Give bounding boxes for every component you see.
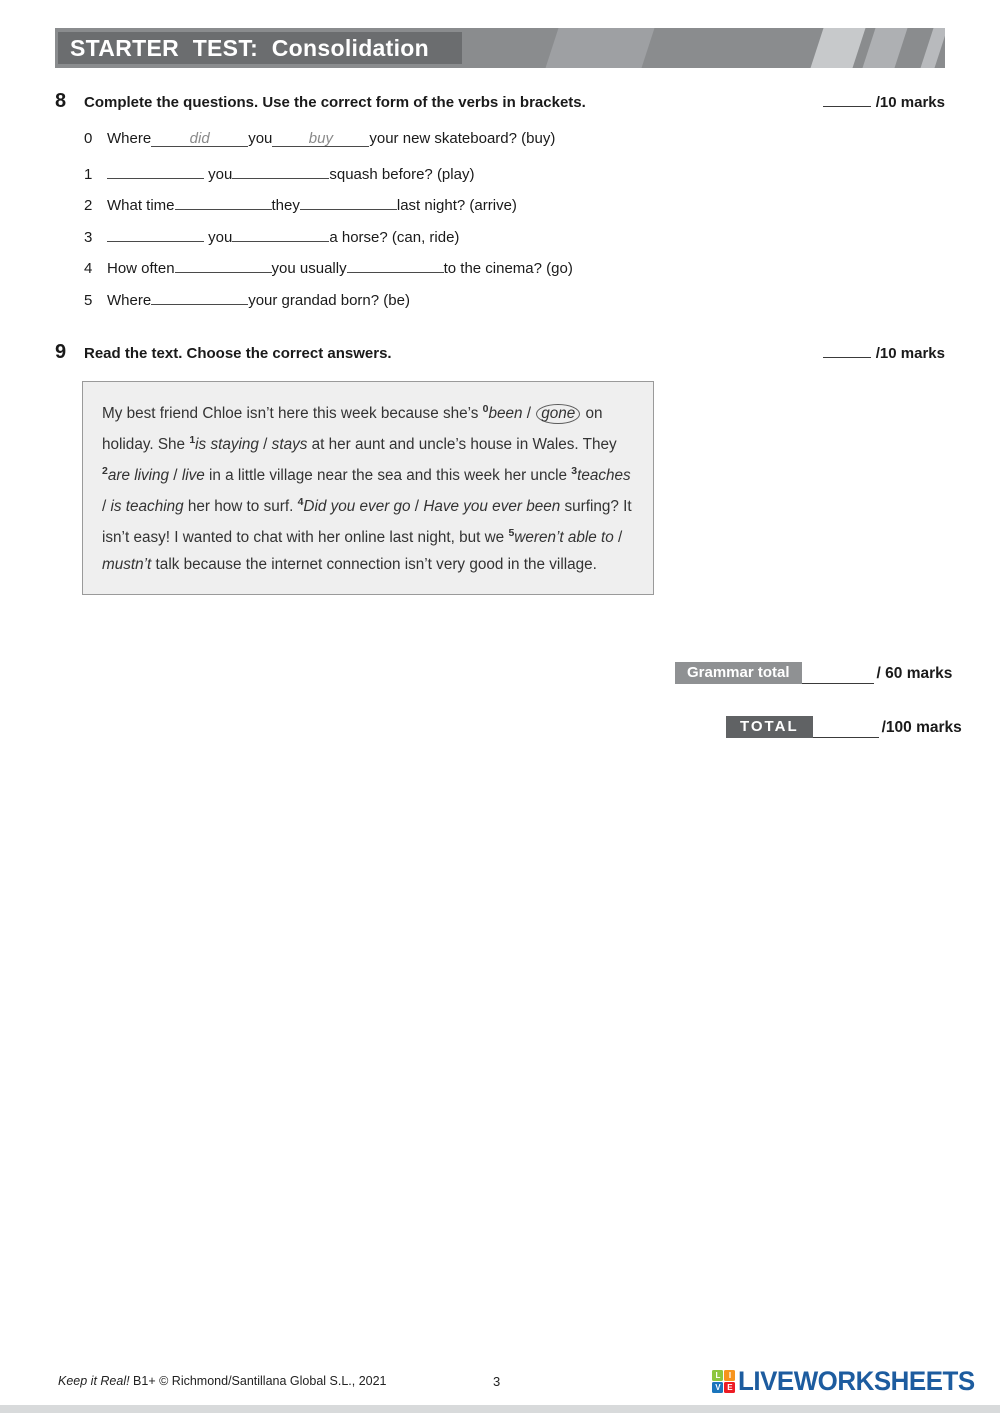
item-number: 0 xyxy=(84,130,93,147)
title-box xyxy=(58,32,462,64)
choice-option[interactable]: is staying xyxy=(195,436,259,453)
exercise8-item-2 xyxy=(55,193,945,225)
reading-passage-box xyxy=(82,381,654,595)
item-number: 2 xyxy=(84,197,93,214)
choice-option[interactable]: teaches xyxy=(577,467,631,484)
passage-text: / xyxy=(522,405,536,422)
choice-option[interactable]: live xyxy=(181,467,205,484)
exercise-8 xyxy=(55,90,945,319)
passage-text: talk because the internet connection isn’t very good in the village. xyxy=(151,556,597,573)
choice-option[interactable]: been xyxy=(488,405,523,422)
passage-text: / xyxy=(102,498,111,515)
answer-blank-filled[interactable]: buy xyxy=(272,130,369,147)
exercise-number: 9 xyxy=(55,341,67,363)
passage-text: on holiday. She xyxy=(102,405,603,453)
answer-blank[interactable] xyxy=(175,193,272,210)
reading-passage xyxy=(102,396,634,578)
grand-total-row xyxy=(726,716,962,738)
item-text: What time xyxy=(107,197,175,214)
item-text: to the cinema? (go) xyxy=(443,260,573,277)
answer-blank[interactable] xyxy=(232,162,329,179)
exercise-instruction: Read the text. Choose the correct answers. xyxy=(84,345,392,362)
grammar-total-label: Grammar total xyxy=(675,662,802,684)
decorative-band xyxy=(544,28,656,68)
item-text: your grandad born? (be) xyxy=(248,291,410,309)
item-text: you xyxy=(204,228,233,246)
footer xyxy=(55,1366,985,1402)
item-text: squash before? (play) xyxy=(329,165,475,183)
credit-text: B1+ © Richmond/Santillana Global S.L., 2021 xyxy=(129,1374,387,1388)
choice-number: 3 xyxy=(571,465,578,477)
item-text: you usually xyxy=(271,260,347,277)
marks-blank-line xyxy=(823,345,871,358)
answer-blank[interactable] xyxy=(107,162,204,179)
choice-number: 5 xyxy=(508,527,515,539)
passage-text: / xyxy=(410,498,424,515)
logo-letter-l: L xyxy=(712,1370,723,1381)
item-text: last night? (arrive) xyxy=(396,197,517,214)
answer-blank[interactable] xyxy=(151,288,248,305)
exercise-8-items xyxy=(55,130,945,319)
passage-text: at her aunt and uncle’s house in Wales. They xyxy=(307,436,617,453)
exercise-9-heading xyxy=(55,341,945,364)
choice-option[interactable]: Did you ever go xyxy=(303,498,411,515)
logo-letter-i: I xyxy=(724,1370,735,1381)
header-banner xyxy=(55,28,945,68)
liveworksheets-wordmark: LIVEWORKSHEETS xyxy=(738,1366,976,1396)
item-number: 3 xyxy=(84,228,93,246)
page-number: 3 xyxy=(493,1374,501,1389)
bottom-strip xyxy=(0,1405,1000,1413)
answer-blank[interactable] xyxy=(175,256,272,273)
item-text: you xyxy=(204,165,233,183)
item-text: Where xyxy=(107,130,152,147)
answer-blank[interactable] xyxy=(232,225,329,242)
choice-option[interactable]: mustn’t xyxy=(102,556,152,573)
choice-number: 2 xyxy=(102,465,108,477)
grand-total-blank-line xyxy=(813,728,879,738)
answer-blank-filled[interactable]: did xyxy=(151,130,248,147)
item-text: a horse? (can, ride) xyxy=(329,228,460,246)
decorative-band xyxy=(861,28,909,68)
marks-label: /10 marks xyxy=(875,94,945,111)
answer-blank[interactable] xyxy=(107,225,204,242)
item-text: your new skateboard? (buy) xyxy=(369,130,556,147)
marks-blank-line xyxy=(823,94,871,107)
choice-option-circled[interactable]: gone xyxy=(536,404,580,424)
grand-total-label: TOTAL xyxy=(726,716,813,738)
liveworksheets-logo[interactable] xyxy=(712,1366,985,1397)
exercise-instruction: Complete the questions. Use the correct form of the verbs in brackets. xyxy=(84,94,586,111)
exercise-number: 8 xyxy=(55,90,67,112)
passage-text: her how to surf. xyxy=(183,498,298,515)
choice-option[interactable]: Have you ever been xyxy=(423,498,561,515)
item-text: How often xyxy=(107,260,175,277)
logo-letter-e: E xyxy=(724,1382,735,1393)
exercise8-item-4 xyxy=(55,256,945,288)
page-title: STARTER TEST: Consolidation xyxy=(70,34,429,61)
choice-number: 0 xyxy=(482,403,489,415)
item-number: 5 xyxy=(84,291,93,309)
exercise8-item-1 xyxy=(55,162,945,194)
exercise-9 xyxy=(55,341,945,364)
choice-option[interactable]: stays xyxy=(271,436,308,453)
answer-blank[interactable] xyxy=(347,256,444,273)
passage-text: / xyxy=(169,467,182,484)
exercise8-item-0 xyxy=(55,130,945,162)
item-text: you xyxy=(248,130,273,147)
answer-blank[interactable] xyxy=(300,193,397,210)
liveworksheets-grid-icon xyxy=(712,1370,735,1393)
marks-label: /10 marks xyxy=(875,345,945,362)
exercise8-item-3 xyxy=(55,225,945,257)
passage-text: in a little village near the sea and this week her uncle xyxy=(204,467,572,484)
grammar-total-blank-line xyxy=(802,674,874,684)
logo-letter-v: V xyxy=(712,1382,723,1393)
passage-text: / xyxy=(613,529,623,546)
choice-option[interactable]: weren’t able to xyxy=(514,529,614,546)
passage-text: My best friend Chloe isn’t here this week because she’s xyxy=(102,405,483,422)
item-text: Where xyxy=(107,291,152,309)
grammar-total-marks: / 60 marks xyxy=(876,665,953,682)
decorative-band xyxy=(809,28,867,68)
grand-total-marks: /100 marks xyxy=(881,719,962,736)
copyright-credit xyxy=(58,1374,387,1388)
book-title: Keep it Real! xyxy=(58,1374,130,1388)
item-number: 4 xyxy=(84,260,93,277)
choice-number: 1 xyxy=(189,434,196,446)
decorative-band xyxy=(919,28,945,68)
exercise8-item-5 xyxy=(55,288,945,320)
exercise-8-heading xyxy=(55,90,945,113)
choice-option[interactable]: is teaching xyxy=(110,498,184,515)
passage-text: surfing? It isn’t easy! I wanted to chat with her online last night, but we xyxy=(102,498,632,546)
item-text: they xyxy=(271,197,300,214)
grammar-total-row xyxy=(675,662,952,684)
choice-option[interactable]: are living xyxy=(107,467,170,484)
choice-number: 4 xyxy=(297,496,304,508)
item-number: 1 xyxy=(84,165,93,183)
passage-text: / xyxy=(258,436,272,453)
